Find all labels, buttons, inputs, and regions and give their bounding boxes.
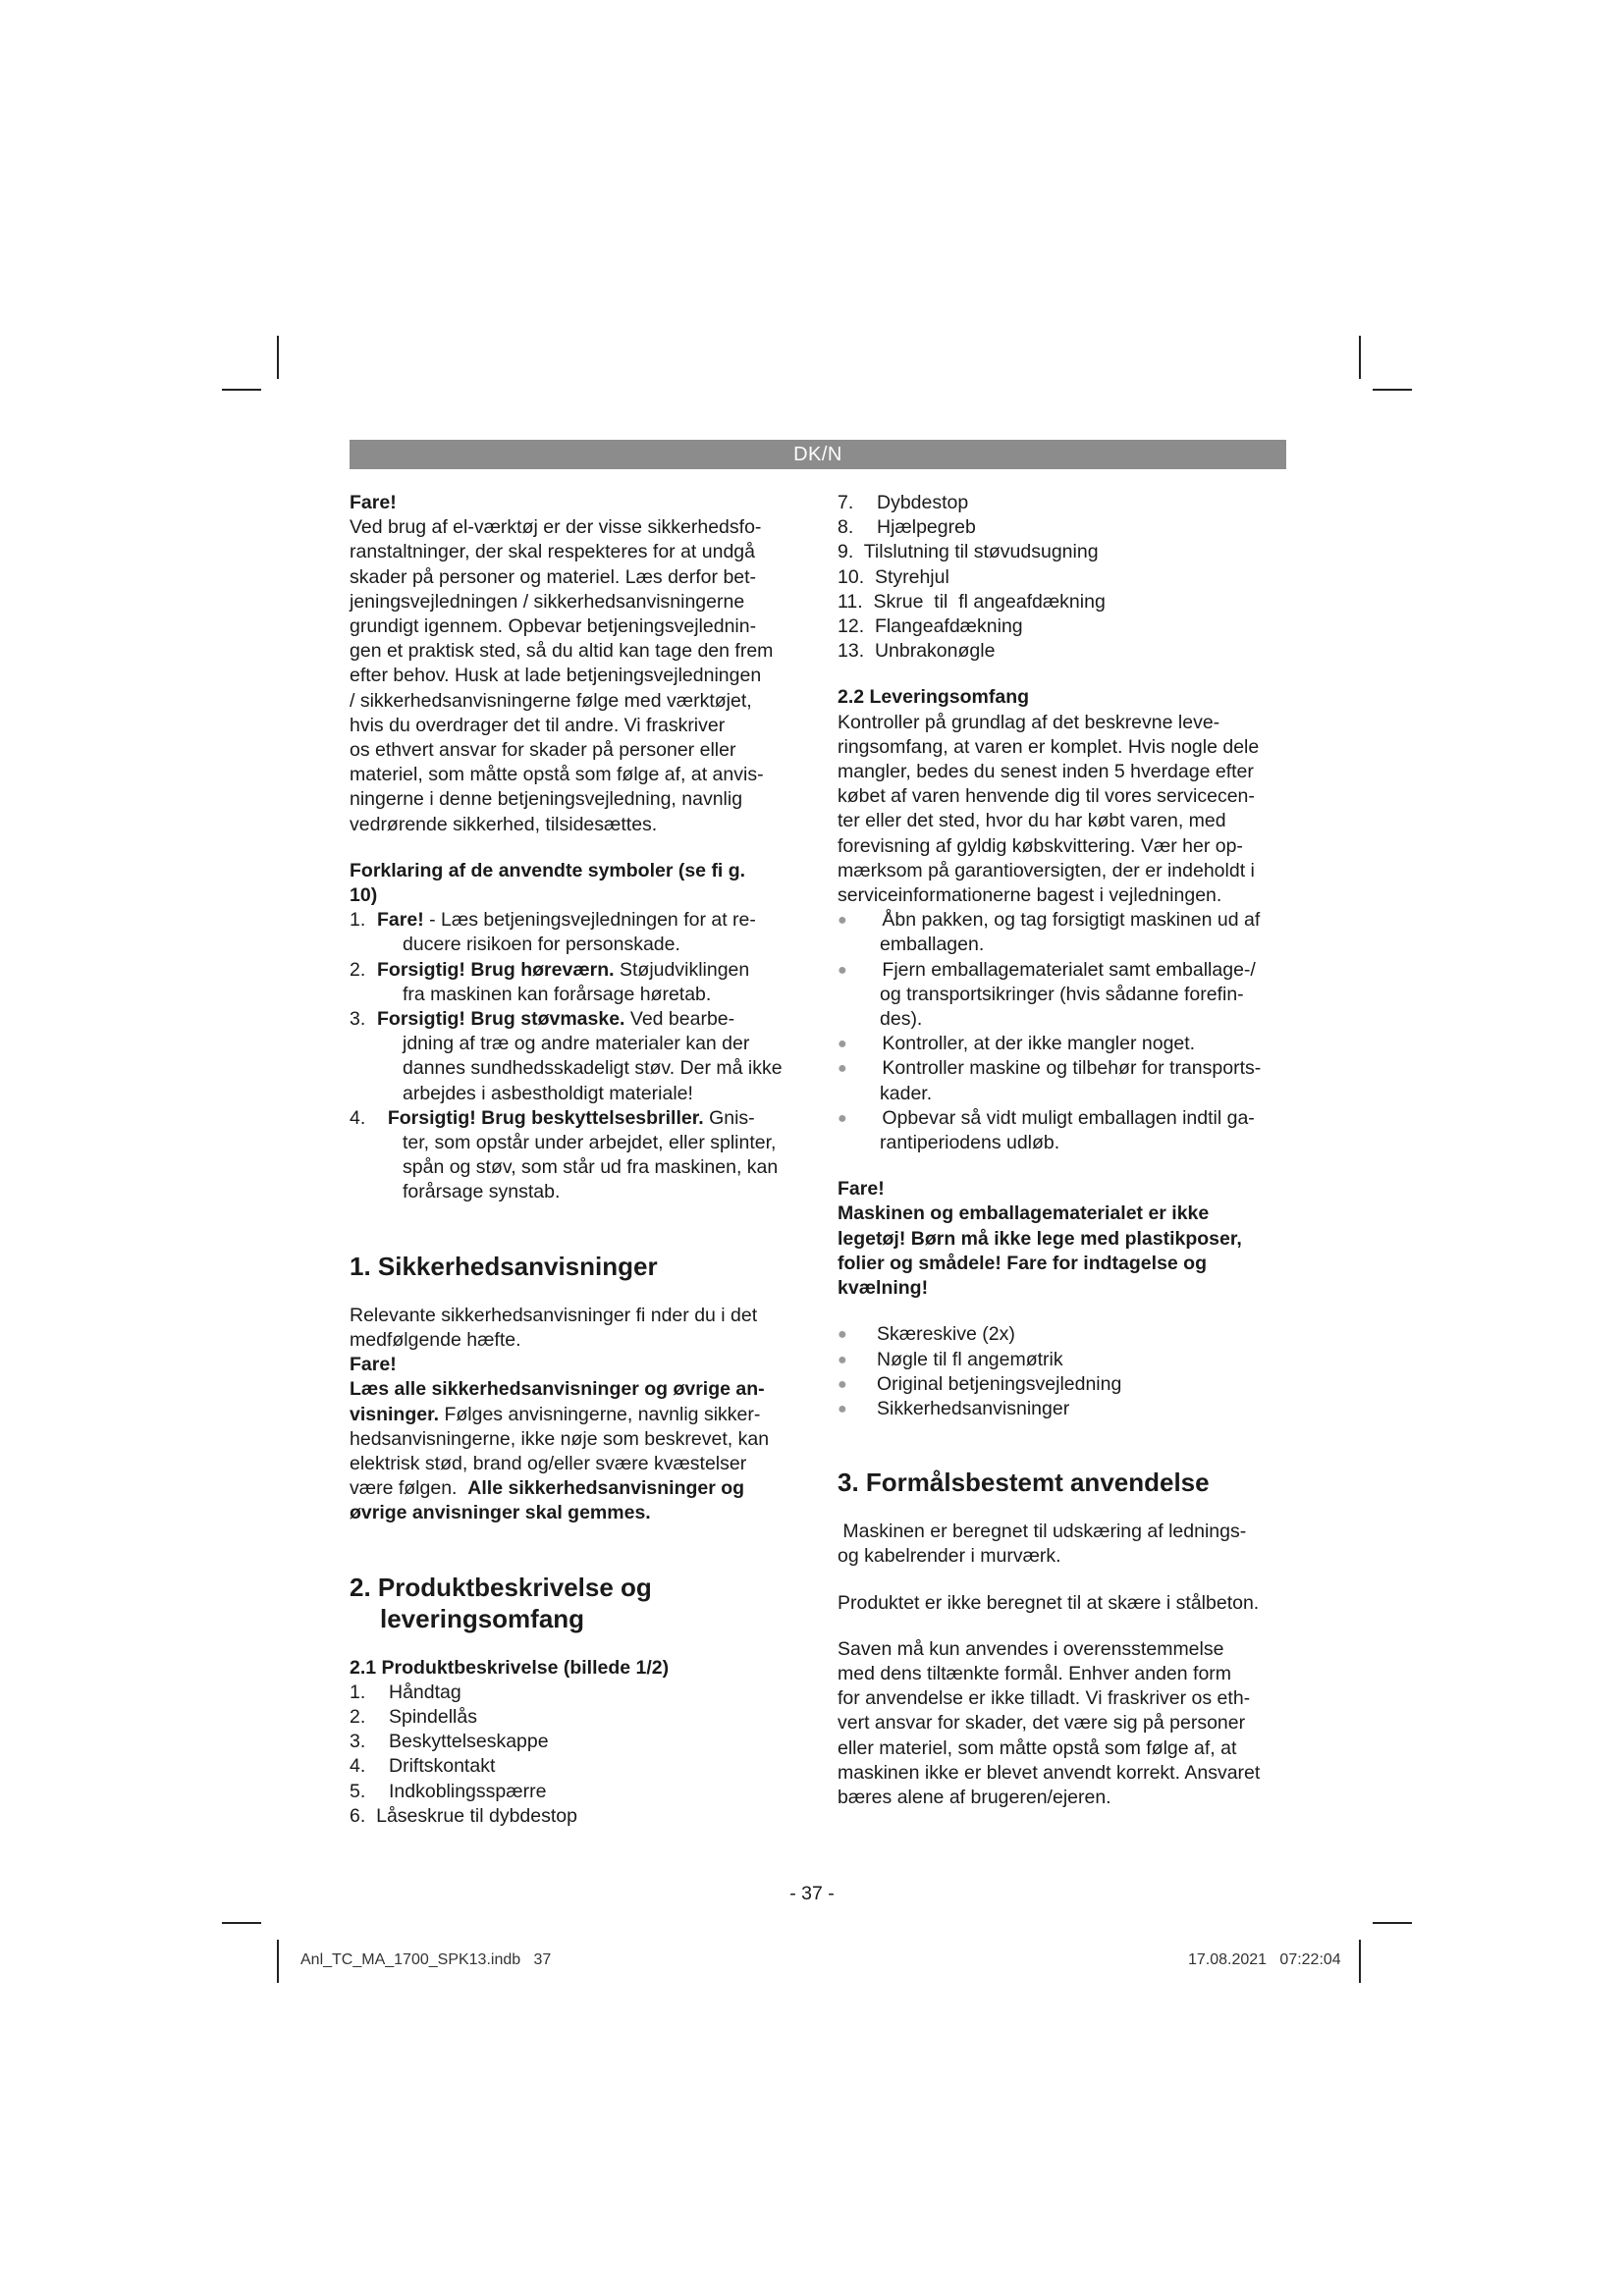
print-slug-file: Anl_TC_MA_1700_SPK13.indb 37 (300, 1951, 552, 1968)
list-item: ● Åbn pakken, og tag forsigtigt maskinen ud af emballagen. (838, 908, 1293, 957)
section-3-p3: Saven må kun anvendes i overensstemmelse med dens tiltænkte formål. Enhver anden form for anvendelse er ikke tilladt. Vi fraskriver os eth- vert ansvar for skader, det være sig på personer eller materiel, som måtte opstå som følge af, at maskinen ikke er blevet anvendt korrekt. Ansvaret bæres alene af brugeren/ejeren. (838, 1637, 1261, 1808)
list-item: 7. Dybdestop (838, 492, 969, 513)
section-1-warning: Fare! (350, 1354, 397, 1376)
section-1-heading: 1. Sikkerhedsanvisninger (350, 1251, 658, 1281)
left-column: Fare! Ved brug af el-værktøj er der visse sikkerhedsfo- ranstaltninger, der skal respekteres for at undgå skader på personer og materiel. Læs derfor bet- jeningsvejledningen / sikkerhedsanvisningerne grundigt igennem. Opbevar betjeningsvejlednin- gen et praktisk sted, så du altid kan tage den frem efter behov. Husk at lade betjeningsvejledningen / sikkerhedsanvisningerne følge med værktøjet, hvis du overdrager det til andre. Vi fraskriver os ethvert ansvar for skader på personer eller materiel, som måtte opstå som følge af, at anvis- ningerne i denne betjeningsvejledning, navnlig vedrørende sikkerhed, tilsidesættes. Forklaring af de anvendte symboler (se fi g. 10) 1. Fare! - Læs betjeningsvejledningen for at re- ducere risikoen for personskade. 2. Forsigtig! Brug høreværn. Støjudviklingen fra maskinen kan forårsage høretab. 3. Forsigtig! Brug støvmaske. Ved bearbe- jdning af træ og andre materialer kan der dannes sundhedsskadeligt støv. Der må ikke arbejdes i asbestholdigt materiale! 4. Forsigtig! Brug beskyttelsesbriller. Gnis- ter, som opstår under arbejdet, eller splinter, spån og støv, som står ud fra maskinen, kan forårsage synstab. 1. Sikkerhedsanvisninger Relevante sikkerhedsanvisninger fi nder du i det medfølgende hæfte. Fare! Læs alle sikkerhedsanvisninger og øvrige an- visninger. Følges anvisningerne, navnlig sikker- hedsanvisningerne, ikke nøje som beskrevet, kan elektrisk stød, brand og/eller svære kvæstelser være følgen. Alle sikkerhedsanvisninger og øvrige anvisninger skal gemmes. 2. Produktbeskrivelse og leveringsomfang 2.1 Produktbeskrivelse (billede 1/2) 1. Håndtag 2. Spindellås 3. Beskyttelseskappe 4. Driftskontakt 5. Indkoblingsspærre 6. Låseskrue til dybdestop (350, 491, 799, 1829)
symbols-list (350, 908, 799, 1204)
list-item: 12. Flangeafdækning (838, 615, 1023, 638)
list-item: 2. Forsigtig! Brug høreværn. Støjudviklingen fra maskinen kan forårsage høretab. (350, 958, 750, 1005)
list-item: 2. Spindellås (350, 1705, 477, 1728)
parts-list (350, 1681, 799, 1829)
warning-title: Fare! (350, 492, 397, 513)
section-3-p2: Produktet er ikke beregnet til at skære i stålbeton. (838, 1591, 1260, 1614)
symbols-title: Forklaring af de anvendte symboler (se fi g. (350, 859, 746, 881)
language-header: DK/N (350, 440, 1286, 469)
list-item: ● Opbevar så vidt muligt emballagen indtil ga- rantiperiodens udløb. (838, 1106, 1293, 1155)
section-2-heading: 2. Produktbeskrivelse og leveringsomfang (350, 1572, 652, 1633)
bullet-icon: ● (838, 1109, 847, 1127)
subsection-2-1-heading: 2.1 Produktbeskrivelse (billede 1/2) (350, 1656, 670, 1679)
crop-mark-top-right (1373, 389, 1412, 391)
list-item: ● Kontroller, at der ikke mangler noget. (838, 1032, 1293, 1056)
print-slug-datetime: 17.08.2021 07:22:04 (1188, 1951, 1341, 1968)
list-item: 6. Låseskrue til dybdestop (350, 1804, 577, 1827)
list-item: 1. Fare! - Læs betjeningsvejledningen for at re- ducere risikoen for personskade. (350, 909, 756, 956)
crop-mark-bottom-left (222, 1922, 261, 1924)
bullet-icon: ● (838, 1400, 847, 1417)
section-1-intro: Relevante sikkerhedsanvisninger fi nder du i det (350, 1304, 758, 1326)
section-3-p1: Maskinen er beregnet til udskæring af lednings- og kabelrender i murværk. (838, 1521, 1247, 1568)
section-1-body: Læs alle sikkerhedsanvisninger og øvrige an- visninger. Følges anvisningerne, navnlig sikker- hedsanvisningerne, ikke nøje som beskrevet, kan elektrisk stød, brand og/eller svære kvæstelser være følgen. Alle sikkerhedsanvisninger og øvrige anvisninger skal gemmes. (350, 1378, 770, 1524)
symbols-title-cont: 10) (350, 884, 378, 907)
list-item: 8. Hjælpegreb (838, 516, 976, 539)
bullet-icon: ● (838, 1375, 847, 1393)
list-item: ● Sikkerhedsanvisninger (838, 1397, 1293, 1421)
bullet-icon: ● (838, 961, 847, 979)
list-item: 3. Forsigtig! Brug støvmaske. Ved bearbe- jdning af træ og andre materialer kan der dannes sundhedsskadeligt støv. Der må ikke arbejdes i asbestholdigt materiale! (350, 1008, 783, 1104)
warning-title-2: Fare! (838, 1178, 885, 1201)
warning-text-2: Maskinen og emballagematerialet er ikke legetøj! Børn må ikke lege med plastikposer, folier og smådele! Fare for indtagelse og kvælning! (838, 1202, 1242, 1300)
list-item: ● Fjern emballagematerialet samt emballage-/ og transportsikringer (hvis sådanne forefin- des). (838, 958, 1293, 1033)
crop-mark-top-right (1359, 336, 1361, 379)
bullet-icon: ● (838, 1351, 847, 1368)
list-item: 1. Håndtag (350, 1681, 461, 1703)
section-3-heading: 3. Formålsbestemt anvendelse (838, 1468, 1210, 1498)
list-item: 10. Styrehjul (838, 565, 949, 588)
list-item: ● Original betjeningsvejledning (838, 1372, 1293, 1397)
list-item: 4. Driftskontakt (350, 1755, 496, 1778)
bullet-icon: ● (838, 1060, 847, 1078)
page-number: - 37 - (789, 1883, 835, 1904)
contents-bullets (838, 1322, 1293, 1421)
bullet-icon: ● (838, 1036, 847, 1053)
crop-mark-bottom-left (277, 1940, 279, 1983)
parts-list-cont (838, 491, 1293, 664)
crop-mark-top-left (222, 389, 261, 391)
list-item: ● Skæreskive (2x) (838, 1322, 1293, 1347)
right-column (838, 491, 1293, 1810)
unpack-bullets (838, 908, 1293, 1155)
crop-mark-bottom-right (1373, 1922, 1412, 1924)
list-item: ● Kontroller maskine og tilbehør for transports- kader. (838, 1056, 1293, 1105)
list-item: 3. Beskyttelseskappe (350, 1731, 549, 1753)
subsection-2-2-heading: 2.2 Leveringsomfang (838, 686, 1030, 709)
bullet-icon: ● (838, 912, 847, 930)
crop-mark-top-left (277, 336, 279, 379)
list-item: 11. Skrue til fl angeafdækning (838, 590, 1106, 613)
crop-mark-bottom-right (1359, 1940, 1361, 1983)
warning-text: Ved brug af el-værktøj er der visse sikkerhedsfo- ranstaltninger, der skal respekteres for at undgå skader på personer og materiel. Læs derfor bet- jeningsvejledningen / sikkerhedsanvisningerne grundigt igennem. Opbevar betjeningsvejlednin- gen et praktisk sted, så du altid kan tage den frem efter behov. Husk at lade betjeningsvejledningen / sikkerhedsanvisningerne følge med værktøjet, hvis du overdrager det til andre. Vi fraskriver os ethvert ansvar for skader på personer eller materiel, som måtte opstå som følge af, at anvis- ningerne i denne betjeningsvejledning, navnlig vedrørende sikkerhed, tilsidesættes. (350, 516, 774, 835)
bullet-icon: ● (838, 1326, 847, 1344)
list-item: 9. Tilslutning til støvudsugning (838, 541, 1099, 563)
list-item: 13. Unbrakonøgle (838, 640, 996, 663)
list-item: 5. Indkoblingsspærre (350, 1780, 547, 1802)
list-item: ● Nøgle til fl angemøtrik (838, 1348, 1293, 1372)
list-item: 4. Forsigtig! Brug beskyttelsesbriller. Gnis- ter, som opstår under arbejdet, eller splinter, spån og støv, som står ud fra maskinen, kan forårsage synstab. (350, 1106, 779, 1203)
delivery-text: Kontroller på grundlag af det beskrevne leve- ringsomfang, at varen er komplet. Hvis nogle dele mangler, bedes du senest inden 5 hverdage efter købet af varen henvende dig til vores servicecen- ter eller det sted, hvor du har købt varen, med forevisning af gyldig købskvittering. Vær her op- mærksom på garantioversigten, der er indeholdt i serviceinformationerne bagest i vejledningen. (838, 711, 1260, 907)
